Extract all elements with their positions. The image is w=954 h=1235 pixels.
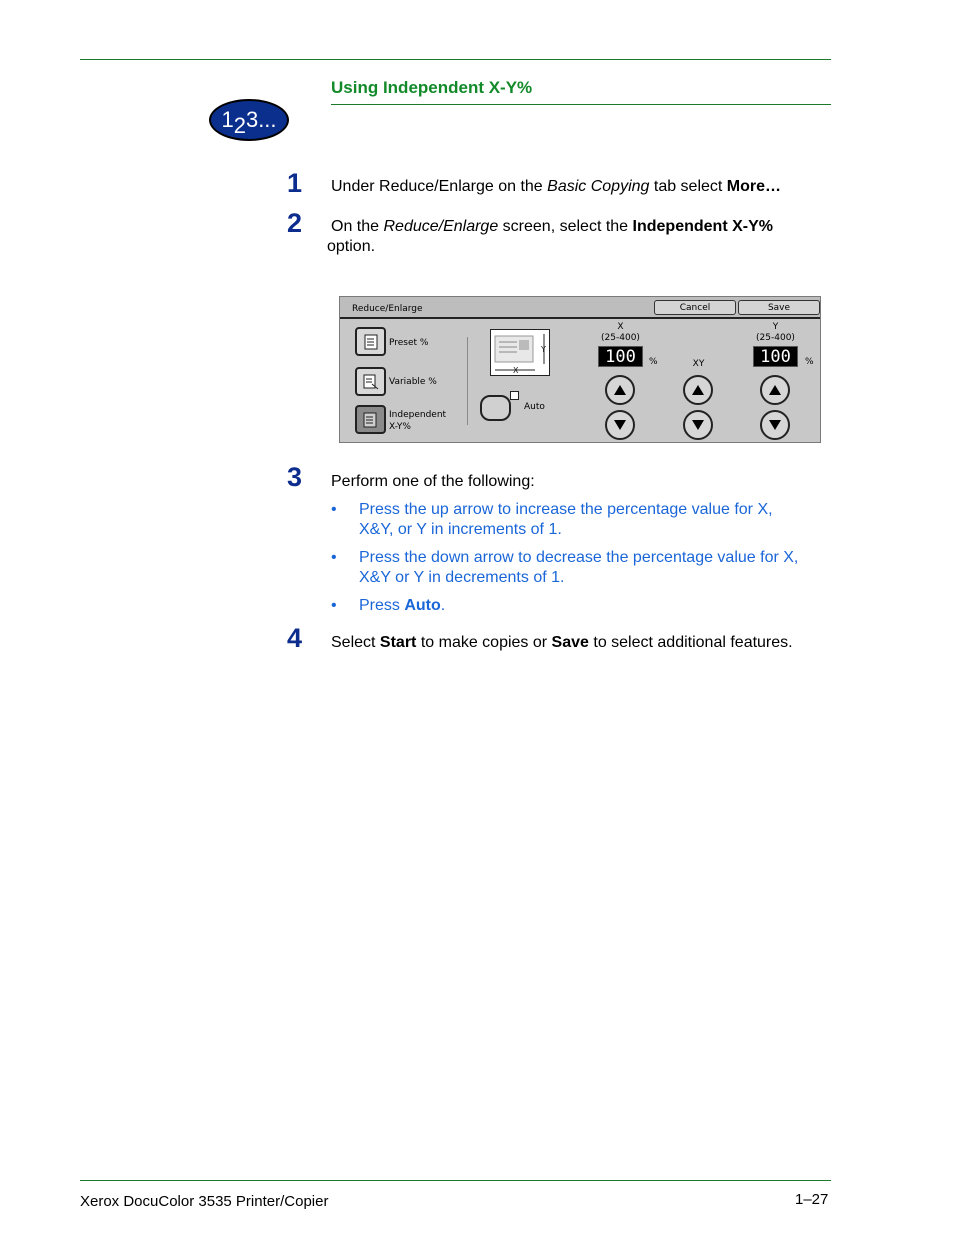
y-value-display: 100	[753, 346, 798, 367]
up-arrow-icon	[768, 384, 782, 396]
xy-preview-icon	[490, 329, 550, 376]
auto-checkbox[interactable]	[510, 391, 519, 400]
step-number: 4	[287, 623, 303, 653]
x-column-label: X (25-400)	[601, 322, 640, 343]
down-arrow-icon	[613, 419, 627, 431]
y-column-label: Y (25-400)	[756, 322, 795, 343]
bullet-dot: •	[331, 501, 337, 518]
x-up-button[interactable]	[605, 375, 635, 405]
independent-option-button[interactable]	[355, 405, 386, 434]
y-up-button[interactable]	[760, 375, 790, 405]
step-4-text: Select Start to make copies or Save to select additional features.	[331, 634, 793, 651]
xy-down-button[interactable]	[683, 410, 713, 440]
screen-title: Reduce/Enlarge	[352, 304, 423, 314]
bullet-dot: •	[331, 597, 337, 614]
preset-option-button[interactable]	[355, 327, 386, 356]
footer-product-name: Xerox DocuColor 3535 Printer/Copier	[80, 1193, 329, 1210]
variable-label: Variable %	[389, 377, 437, 387]
step-3-text: Perform one of the following:	[331, 473, 535, 490]
svg-text:Y: Y	[541, 345, 546, 354]
document-icon	[364, 334, 378, 350]
step-number: 1	[287, 168, 303, 198]
footer-rule	[80, 1180, 831, 1181]
y-percent-sign: %	[805, 357, 814, 367]
title-underline	[331, 104, 831, 105]
x-percent-sign: %	[649, 357, 658, 367]
auto-button[interactable]	[480, 395, 511, 421]
step-1-text: Under Reduce/Enlarge on the Basic Copying tab select More…	[331, 178, 782, 195]
reduce-enlarge-screen	[339, 296, 821, 443]
x-down-button[interactable]	[605, 410, 635, 440]
step-number: 3	[287, 462, 303, 492]
step-number: 2	[287, 208, 303, 238]
independent-label: Independent X-Y%	[389, 410, 447, 432]
preset-label: Preset %	[389, 338, 429, 348]
top-rule	[80, 59, 831, 60]
bullet-item: • Press the up arrow to increase the percentage value for X, X&Y, or Y in increments of 1.	[331, 501, 773, 538]
bullet-item: • Press Auto.	[331, 597, 446, 614]
y-down-button[interactable]	[760, 410, 790, 440]
save-button[interactable]: Save	[738, 300, 820, 315]
down-arrow-icon	[691, 419, 705, 431]
section-title: Using Independent X-Y%	[331, 78, 533, 97]
bullet-dot: •	[331, 549, 337, 566]
up-arrow-icon	[613, 384, 627, 396]
auto-label: Auto	[524, 402, 545, 412]
up-arrow-icon	[691, 384, 705, 396]
variable-option-button[interactable]	[355, 367, 386, 396]
page-number: 1–27	[795, 1191, 829, 1208]
bullet-item: • Press the down arrow to decrease the percentage value for X, X&Y or Y in decrements of 1.	[331, 549, 799, 586]
down-arrow-icon	[768, 419, 782, 431]
step-2-text: On the Reduce/Enlarge screen, select the Independent X-Y% option.	[327, 218, 773, 255]
screen-titlebar	[340, 297, 820, 319]
document-resize-icon	[363, 374, 379, 390]
document-xy-icon	[363, 412, 379, 428]
xy-column-label: XY	[692, 359, 705, 369]
svg-text:X: X	[513, 366, 519, 375]
steps-badge-icon: 1 2 3...	[209, 99, 289, 141]
cancel-button[interactable]: Cancel	[654, 300, 736, 315]
xy-up-button[interactable]	[683, 375, 713, 405]
divider	[467, 337, 468, 425]
x-value-display: 100	[598, 346, 643, 367]
